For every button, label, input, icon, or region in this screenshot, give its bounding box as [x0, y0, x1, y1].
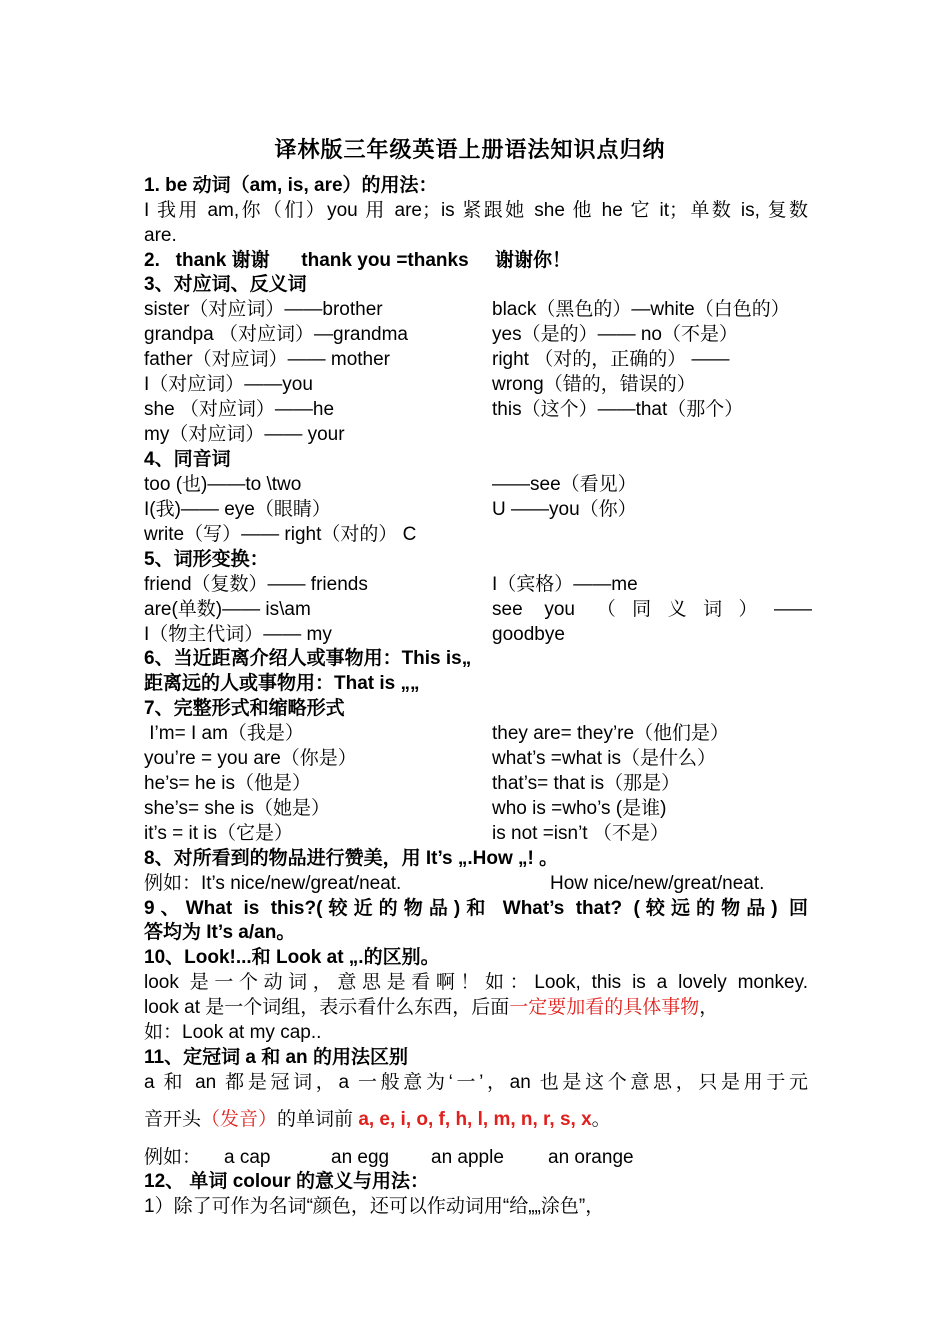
- section-11-text-line2: [144, 1107, 808, 1133]
- contraction-right-item: who is =who’s (是谁): [492, 798, 667, 819]
- word-form-left-item: I（物主代词）—— my: [144, 624, 332, 645]
- section-11-line2-post: 。: [591, 1109, 611, 1130]
- word-form-right-item: I（宾格）——me: [492, 574, 638, 595]
- section-1-text-line1: I 我用 am,你（们）you 用 are；is 紧跟她 she 他 he 它 it；单数 is, 复数: [144, 200, 808, 221]
- example-item: an apple: [431, 1147, 504, 1168]
- section-10-line2-pre: look at 是一个词组，表示看什么东西，后面: [144, 997, 510, 1018]
- antonym-right-item: yes（是的）—— no（不是）: [492, 324, 738, 345]
- section-11-line2-letters: a, e, i, o, f, h, l, m, n, r, s, x: [358, 1109, 592, 1130]
- example-label: 例如：: [144, 1147, 202, 1168]
- section-11-line2-pronunciation: （发音）: [201, 1109, 278, 1130]
- section-12-heading: 12、 单词 colour 的意义与用法：: [144, 1171, 430, 1192]
- section-10-line2-emphasis: 一定要加看的具体事物: [509, 997, 700, 1018]
- contraction-left-item: I’m= I am（我是）: [144, 723, 304, 744]
- section-1-text-line2: are.: [144, 225, 177, 246]
- antonym-left-item: she （对应词）——he: [144, 399, 335, 420]
- section-2-heading: 2. thank 谢谢 thank you =thanks 谢谢你！: [144, 250, 572, 271]
- example-item: an orange: [548, 1147, 634, 1168]
- contraction-right-item: what’s =what is（是什么）: [492, 748, 717, 769]
- word-form-left-item: friend（复数）—— friends: [144, 574, 368, 595]
- antonym-left-item: grandpa （对应词）—grandma: [144, 324, 408, 345]
- antonym-right-item: this（这个）——that（那个）: [492, 399, 744, 420]
- antonym-right-item: black（黑色的）—white（白色的）: [492, 299, 790, 320]
- contraction-left-item: she’s= she is（她是）: [144, 798, 331, 819]
- section-8-example-right: How nice/new/great/neat.: [550, 873, 765, 894]
- section-1-heading: 1. be 动词（am, is, are）的用法：: [144, 175, 438, 196]
- homophone-right-item: ——see（看见）: [492, 474, 637, 495]
- homophone-left-item: too (也)——to \two: [144, 474, 302, 495]
- antonym-right-item: right （对的，正确的） ——: [492, 349, 730, 370]
- word-form-right-item: goodbye: [492, 624, 565, 645]
- section-10-text-line1: look 是一个动词，意思是看啊！如：Look, this is a lovely monkey.: [144, 972, 808, 993]
- example-item: a cap: [224, 1147, 271, 1168]
- contraction-right-item: they are= they’re（他们是）: [492, 723, 730, 744]
- section-6-line2: 距离远的人或事物用：That is „„: [144, 673, 420, 694]
- section-7-heading: 7、完整形式和缩略形式: [144, 698, 345, 719]
- contraction-right-item: is not =isn’t （不是）: [492, 823, 669, 844]
- section-10-text-line3: 如：Look at my cap..: [144, 1022, 322, 1043]
- section-11-heading: 11、定冠词 a 和 an 的用法区别: [144, 1047, 408, 1068]
- antonym-left-item: my（对应词）—— your: [144, 424, 345, 445]
- section-6-line1: 6、当近距离介绍人或事物用：This is„: [144, 648, 472, 669]
- contraction-left-item: you’re = you are（你是）: [144, 748, 357, 769]
- section-3-heading: 3、对应词、反义词: [144, 274, 307, 295]
- section-10-text-line2: [144, 995, 808, 1020]
- section-4-heading: 4、同音词: [144, 449, 231, 470]
- homophone-left-item: I(我)—— eye（眼睛）: [144, 499, 331, 520]
- page-title: 译林版三年级英语上册语法知识点归纳: [274, 137, 666, 162]
- contraction-right-item: that’s= that is（那是）: [492, 773, 681, 794]
- section-10-heading: 10、Look!...和 Look at „.的区别。: [144, 947, 440, 968]
- section-11-examples: [144, 1145, 808, 1170]
- section-11-line2-mid: 的单词前: [277, 1109, 359, 1130]
- contraction-left-item: it’s = it is（它是）: [144, 823, 294, 844]
- section-10-line2-post: ，: [699, 997, 719, 1018]
- word-form-right-item: see you （同义词）——: [492, 599, 812, 620]
- section-12-text-line1: 1）除了可作为名词“颜色，还可以作动词用“给„„涂色”，: [144, 1196, 605, 1217]
- antonym-right-item: wrong（错的，错误的）: [492, 374, 696, 395]
- contraction-left-item: he’s= he is（他是）: [144, 773, 312, 794]
- antonym-left-item: I（对应词）——you: [144, 374, 313, 395]
- antonym-left-item: sister（对应词）——brother: [144, 299, 383, 320]
- section-11-text-line1: a 和 an 都是冠词，a 一般意为‘一’，an 也是这个意思，只是用于元: [144, 1072, 808, 1093]
- section-11-line2-pre: 音开头: [144, 1109, 202, 1130]
- section-5-heading: 5、词形变换：: [144, 549, 269, 570]
- antonym-left-item: father（对应词）—— mother: [144, 349, 390, 370]
- section-8-example-left: 例如：It’s nice/new/great/neat.: [144, 873, 402, 894]
- section-8-heading: 8、对所看到的物品进行赞美，用 It’s „.How „! 。: [144, 848, 559, 869]
- homophone-left-item: write（写）—— right（对的） C: [144, 524, 417, 545]
- homophone-right-item: U ——you（你）: [492, 499, 637, 520]
- section-9-line2: 答均为 It’s a/an。: [144, 922, 296, 943]
- section-9-line1: 9、What is this?(较近的物品)和 What’s that? (较远的物品) 回: [144, 898, 808, 919]
- example-item: an egg: [331, 1147, 390, 1168]
- word-form-left-item: are(单数)—— is\am: [144, 599, 311, 620]
